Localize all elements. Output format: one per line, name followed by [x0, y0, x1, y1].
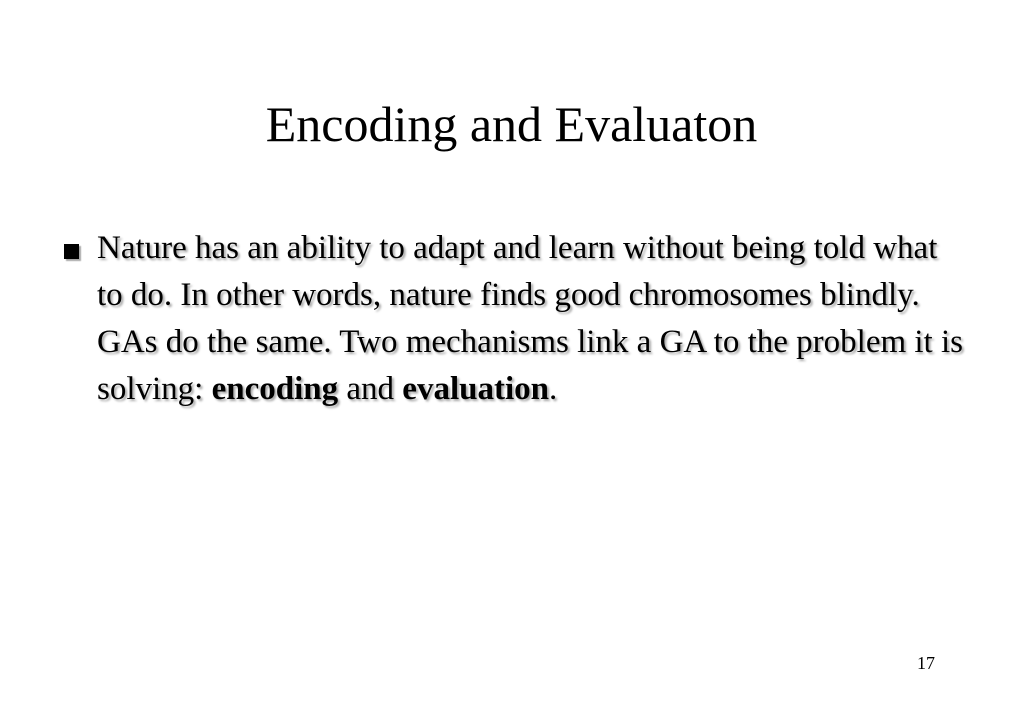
term-encoding: encoding — [211, 371, 339, 407]
bullet-intro: Nature has an ability to adapt and learn without being told what to do. In other words, nature finds good chromosomes blindly. GAs do the same. Two mechanisms link a GA to the problem it is solving: — [97, 230, 963, 407]
slide-title: Encoding and Evaluaton — [265, 96, 758, 152]
bullet-end: . — [548, 371, 558, 407]
bullet-connector: and — [338, 371, 403, 407]
term-evaluation: evaluation — [402, 371, 549, 407]
bullet-text — [97, 225, 964, 413]
bullet-item — [64, 225, 964, 413]
page-number: 17 — [917, 653, 935, 673]
square-bullet-icon — [64, 244, 79, 259]
